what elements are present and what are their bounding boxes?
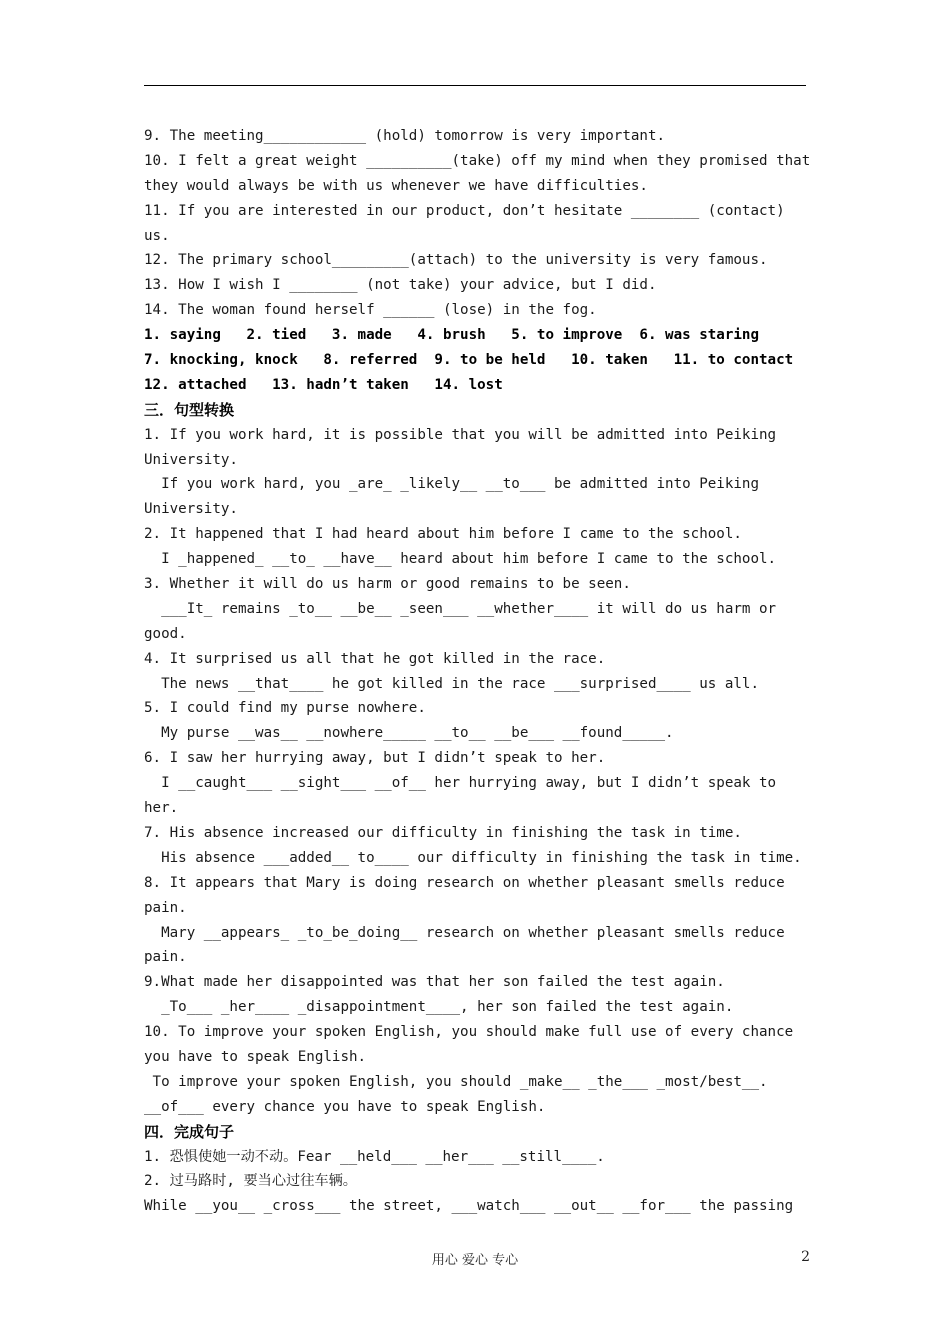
text-line: While __you__ _cross___ the street, ___watch___ __out__ __for___ the passing bbox=[144, 1198, 794, 1215]
text-line: To improve your spoken English, you should _make__ _the___ _most/best__. bbox=[144, 1073, 768, 1090]
text-line: 1. If you work hard, it is possible that you will be admitted into Peiking bbox=[144, 426, 777, 443]
text-line: 12. The primary school_________(attach) to the university is very famous. bbox=[144, 252, 768, 269]
text-line: 6. I saw her hurrying away, but I didn’t speak to her. bbox=[144, 750, 606, 767]
text-line: 1. 恐惧使她一动不动。Fear __held___ __her___ __still____. bbox=[144, 1148, 605, 1165]
text-line: I _happened_ __to_ __have__ heard about him before I came to the school. bbox=[144, 551, 777, 568]
section-heading: 四．完成句子 bbox=[144, 1122, 235, 1141]
text-line: 10. I felt a great weight __________(take) off my mind when they promised that bbox=[144, 152, 811, 169]
text-line: us. bbox=[144, 227, 170, 244]
text-line: her. bbox=[144, 800, 179, 817]
text-line: His absence ___added__ to____ our difficulty in finishing the task in time. bbox=[144, 849, 802, 866]
text-line: 4. It surprised us all that he got killed in the race. bbox=[144, 650, 606, 667]
text-line: 11. If you are interested in our product, don’t hesitate ________ (contact) bbox=[144, 202, 785, 219]
text-line: 9. The meeting____________ (hold) tomorrow is very important. bbox=[144, 128, 666, 144]
text-line: pain. bbox=[144, 899, 187, 916]
text-line: 14. The woman found herself ______ (lose) in the fog. bbox=[144, 302, 597, 319]
answer-key-line: 7. knocking, knock 8. referred 9. to be held 10. taken 11. to contact bbox=[144, 352, 794, 369]
text-line: 5. I could find my purse nowhere. bbox=[144, 700, 426, 717]
text-line: Mary __appears_ _to_be_doing__ research on whether pleasant smells reduce bbox=[144, 924, 785, 941]
text-line: pain. bbox=[144, 949, 187, 966]
text-line: you have to speak English. bbox=[144, 1048, 367, 1065]
text-line: 3. Whether it will do us harm or good remains to be seen. bbox=[144, 576, 631, 593]
text-line: I __caught___ __sight___ __of__ her hurrying away, but I didn’t speak to bbox=[144, 775, 777, 792]
text-line: 13. How I wish I ________ (not take) your advice, but I did. bbox=[144, 277, 657, 294]
text-line: 8. It appears that Mary is doing research on whether pleasant smells reduce bbox=[144, 874, 785, 891]
text-line: __of___ every chance you have to speak English. bbox=[144, 1098, 546, 1115]
answer-key-line: 1. saying 2. tied 3. made 4. brush 5. to improve 6. was staring bbox=[144, 327, 759, 344]
header-rule bbox=[144, 85, 806, 86]
text-line: The news __that____ he got killed in the race ___surprised____ us all. bbox=[144, 675, 759, 692]
text-line: 7. His absence increased our difficulty in finishing the task in time. bbox=[144, 824, 742, 841]
text-line: 10. To improve your spoken English, you should make full use of every chance bbox=[144, 1024, 794, 1041]
text-line: 2. 过马路时, 要当心过往车辆。 bbox=[144, 1173, 357, 1190]
section-heading: 三．句型转换 bbox=[144, 400, 235, 419]
text-line: 2. It happened that I had heard about him before I came to the school. bbox=[144, 526, 742, 543]
text-line: good. bbox=[144, 625, 187, 642]
text-line: ___It_ remains _to__ __be__ _seen___ __whether____ it will do us harm or bbox=[144, 600, 777, 617]
text-line: My purse __was__ __nowhere_____ __to__ __be___ __found_____. bbox=[144, 725, 674, 742]
document-body bbox=[144, 124, 811, 1219]
text-line: _To___ _her____ _disappointment____, her son failed the test again. bbox=[144, 999, 734, 1016]
page-number: 2 bbox=[801, 1249, 810, 1265]
text-line: If you work hard, you _are_ _likely__ __to___ be admitted into Peiking bbox=[144, 476, 759, 493]
text-line: 9.What made her disappointed was that her son failed the test again. bbox=[144, 974, 725, 991]
footer-text: 用心 爱心 专心 bbox=[431, 1253, 519, 1268]
text-line: University. bbox=[144, 451, 238, 468]
answer-key-line: 12. attached 13. hadn’t taken 14. lost bbox=[144, 376, 503, 393]
text-line: University. bbox=[144, 501, 238, 518]
text-line: they would always be with us whenever we have difficulties. bbox=[144, 177, 648, 194]
